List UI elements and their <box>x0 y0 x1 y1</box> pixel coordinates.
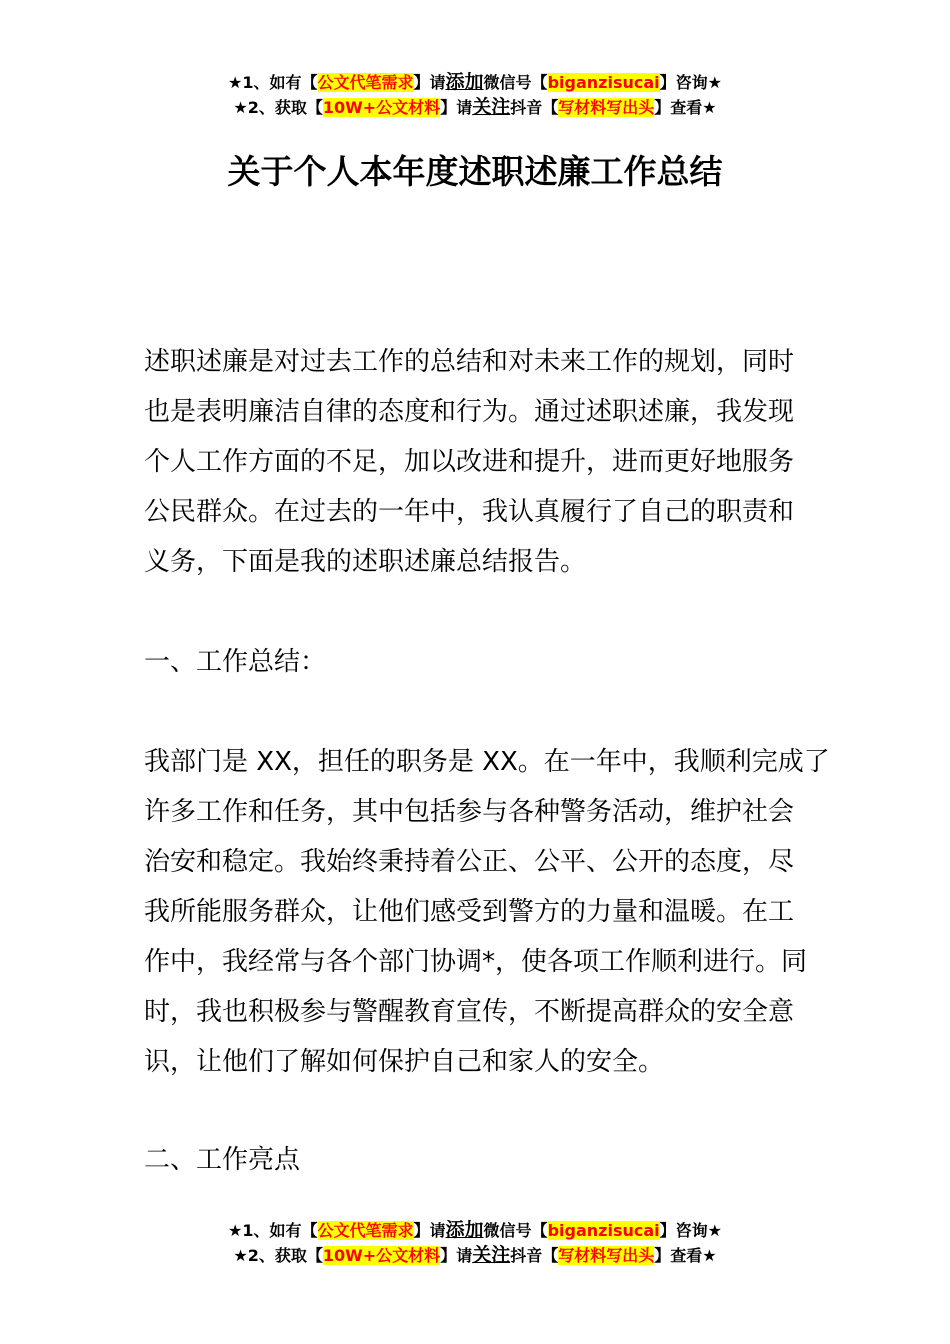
banner-text: 微信号【 <box>483 1221 548 1240</box>
highlight-wechat-id: biganzisucai <box>547 1221 660 1240</box>
section-heading-1: 一、工作总结： <box>144 647 327 677</box>
banner-text: 】查看★ <box>654 1246 717 1265</box>
banner-text: 微信号【 <box>483 73 548 92</box>
banner-text: ★2、获取【 <box>233 98 323 117</box>
highlight-wechat-id: biganzisucai <box>547 73 660 92</box>
banner-text: 】请 <box>413 73 446 92</box>
document-title: 关于个人本年度述职述廉工作总结 <box>227 152 723 191</box>
text-line: 识，让他们了解如何保护自己和家人的安全。 <box>144 1047 665 1077</box>
banner-text: 】咨询★ <box>659 1221 722 1240</box>
text-line: 时，我也积极参与警醒教育宣传，不断提高群众的安全意 <box>144 997 795 1027</box>
banner-text: 】查看★ <box>654 98 717 117</box>
banner-text: 】请 <box>440 98 473 117</box>
underlined-text: 关注 <box>472 96 511 118</box>
highlight-materials: 10W+公文材料 <box>322 98 441 117</box>
header-banner <box>0 70 950 120</box>
banner-text: ★1、如有【 <box>228 1221 318 1240</box>
text-line: 个人工作方面的不足，加以改进和提升，进而更好地服务 <box>144 447 795 477</box>
banner-text: 抖音【 <box>510 1246 559 1265</box>
intro-paragraph <box>144 337 814 587</box>
text-line: 义务，下面是我的述职述廉总结报告。 <box>144 547 587 577</box>
text-line: 我所能服务群众，让他们感受到警方的力量和温暖。在工 <box>144 897 795 927</box>
text-line: 我部门是 XX，担任的职务是 XX。在一年中，我顺利完成了 <box>144 747 830 777</box>
banner-text: ★1、如有【 <box>228 73 318 92</box>
banner-text: 】咨询★ <box>659 73 722 92</box>
banner-text: 】请 <box>440 1246 473 1265</box>
text-line: 治安和稳定。我始终秉持着公正、公平、公开的态度，尽 <box>144 847 795 877</box>
section-heading-2: 二、工作亮点 <box>144 1145 301 1175</box>
banner-text: ★2、获取【 <box>233 1246 323 1265</box>
text-line: 作中，我经常与各个部门协调*，使各项工作顺利进行。同 <box>144 947 808 977</box>
banner-line-1 <box>0 1218 950 1243</box>
highlight-douyin-account: 写材料写出头 <box>558 98 655 117</box>
banner-text: 】请 <box>413 1221 446 1240</box>
footer-banner <box>0 1218 950 1268</box>
underlined-text: 添加 <box>445 71 484 93</box>
text-line: 许多工作和任务，其中包括参与各种警务活动，维护社会 <box>144 797 795 827</box>
banner-text: 抖音【 <box>510 98 559 117</box>
banner-line-1 <box>0 70 950 95</box>
highlight-materials: 10W+公文材料 <box>322 1246 441 1265</box>
highlight-service: 公文代笔需求 <box>317 73 414 92</box>
highlight-douyin-account: 写材料写出头 <box>558 1246 655 1265</box>
banner-line-2 <box>0 1243 950 1268</box>
underlined-text: 添加 <box>445 1219 484 1241</box>
text-line: 也是表明廉洁自律的态度和行为。通过述职述廉，我发现 <box>144 397 795 427</box>
banner-line-2 <box>0 95 950 120</box>
text-line: 述职述廉是对过去工作的总结和对未来工作的规划，同时 <box>144 347 795 377</box>
highlight-service: 公文代笔需求 <box>317 1221 414 1240</box>
text-line: 公民群众。在过去的一年中，我认真履行了自己的职责和 <box>144 497 795 527</box>
underlined-text: 关注 <box>472 1244 511 1266</box>
section-1-paragraph <box>144 737 830 1087</box>
